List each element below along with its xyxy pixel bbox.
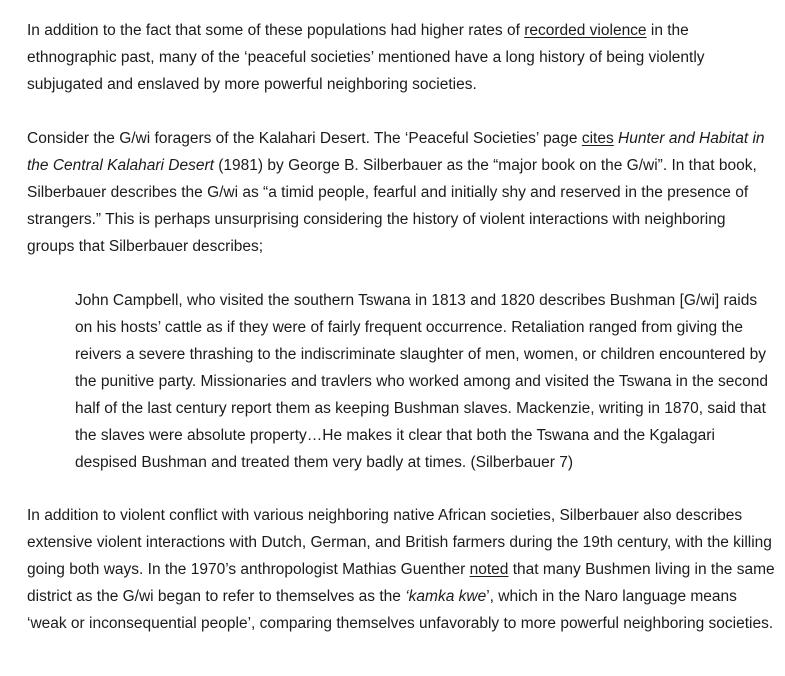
kamka-kwe-term: ‘kamka kwe xyxy=(405,588,487,605)
block-quote: John Campbell, who visited the southern Tswana in 1813 and 1820 describes Bushman [G/wi] raids on his hosts’ cattle as if they were of fairly frequent occurrence. Retaliation ranged from giving the reivers a severe thrashing to the indiscriminate slaughter of men, women, or children encountered by the punitive party. Missionaries and travlers who worked among and visited the Tswana in the second half of the last century report them as keeping Bushman slaves. Mackenzie, writing in 1870, said that the slaves were absolute property…He makes it clear that both the Tswana and the Kgalagari despised Bushman and treated them very badly at times. (Silberbauer 7) xyxy=(75,292,768,471)
paragraph-3-text-start: In addition to violent conflict with various neighboring native African societies, Silberbauer also describes extensive violent interactions with Dutch, German, and British farmers during the 19th century, with the killing going both ways. In the 1970’s anthropologist Mathias Guenther xyxy=(27,507,772,578)
paragraph-1-text-end: in the ethnographic past, many of the ‘peaceful societies’ mentioned have a long history of being violently subjugated and enslaved by more powerful neighboring societies. xyxy=(27,22,705,93)
paragraph-2-text-start: Consider the G/wi foragers of the Kalahari Desert. The ‘Peaceful Societies’ page xyxy=(27,130,582,147)
paragraph-1-text-start: In addition to the fact that some of these populations had higher rates of xyxy=(27,22,525,39)
paragraph-3-text-end: ’, which in the Naro language means ‘weak or inconsequential people’, comparing themselves unfavorably to more powerful neighboring societies. xyxy=(27,588,774,632)
paragraph-2 xyxy=(27,125,775,260)
paragraph-1 xyxy=(27,17,775,98)
paragraph-2-text-end: (1981) by George B. Silberbauer as the “major book on the G/wi”. In that book, Silberbauer describes the G/wi as “a timid people, fearful and initially shy and reserved in the presence of strangers.” This is perhaps unsurprising considering the history of violent interactions with neighboring groups that Silberbauer describes; xyxy=(27,157,757,255)
cites-link[interactable]: cites xyxy=(581,130,614,147)
paragraph-3-text-middle: that many Bushmen living in the same district as the G/wi began to refer to themselves as the xyxy=(27,561,775,605)
noted-link[interactable]: noted xyxy=(469,561,509,578)
paragraph-3 xyxy=(27,502,775,637)
recorded-violence-link[interactable]: recorded violence xyxy=(524,22,647,39)
book-title: Hunter and Habitat in the Central Kalahari Desert xyxy=(27,130,765,174)
